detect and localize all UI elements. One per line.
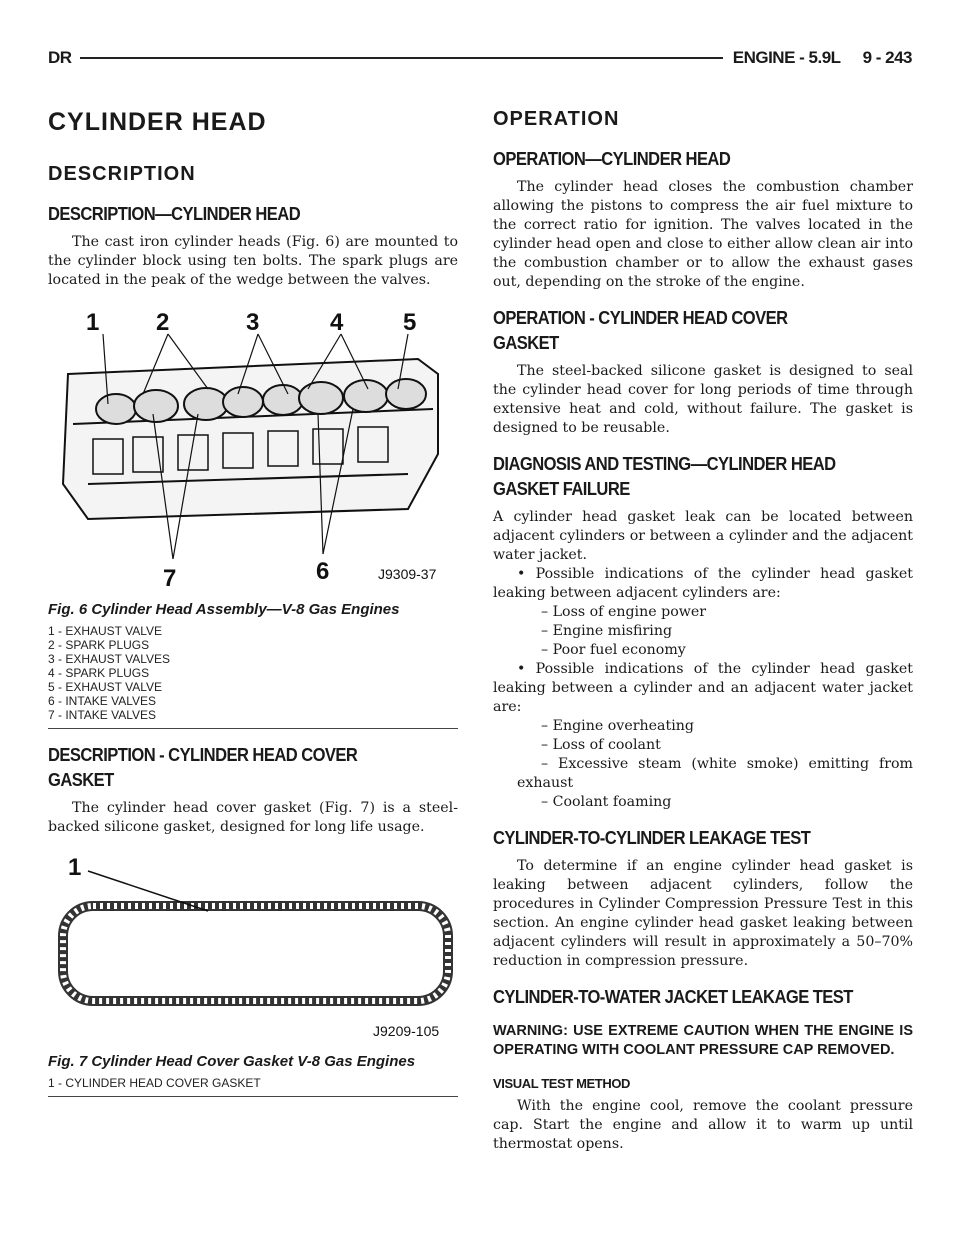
fig7-legend [48, 1076, 458, 1090]
cyl-test-text: To determine if an engine cylinder head gasket is leaking between adjacent cylinders, follow the procedures in Cylinder Compression Pressure Test in this section. An engine cylinder head gasket leaking between adjacent cylinders will result in approximately a 50–70% reduction in compression pressure. [493, 858, 913, 969]
legend-item: 2 - SPARK PLUGS [48, 638, 150, 652]
figure-code: J9309-37 [378, 566, 437, 582]
op-cover-heading-2: GASKET [493, 333, 559, 353]
diag-heading-2: GASKET FAILURE [493, 479, 630, 499]
legend-item: 3 - EXHAUST VALVES [48, 652, 171, 666]
op-cover-text: The steel-backed silicone gasket is designed to seal the cylinder head cover for long periods of time through extensive heat and cold, without failure. The gasket is designed to be reusable. [493, 363, 913, 436]
desc-head-text: The cast iron cylinder heads (Fig. 6) are mounted to the cylinder block using ten bolts. The spark plugs are located in the peak of the wedge between the valves. [48, 234, 458, 288]
callout-1: 1 [86, 309, 100, 336]
sub-item: – Coolant foaming [541, 794, 672, 810]
callout-7: 7 [163, 565, 177, 592]
desc-head-heading: DESCRIPTION—CYLINDER HEAD [48, 204, 301, 224]
diag-heading: DIAGNOSIS AND TESTING—CYLINDER HEAD [493, 454, 836, 474]
header-section: ENGINE - 5.9L [732, 48, 841, 67]
legend-item: 7 - INTAKE VALVES [48, 708, 157, 722]
desc-cover-heading: DESCRIPTION - CYLINDER HEAD COVER [48, 745, 358, 765]
sub-item: – Poor fuel economy [541, 642, 686, 658]
op-head-heading: OPERATION—CYLINDER HEAD [493, 149, 731, 169]
cylinder-head-illustration [48, 304, 458, 594]
sub-item: – Excessive steam (white smoke) emitting from exhaust [517, 756, 913, 791]
legend-item: 1 - EXHAUST VALVE [48, 624, 163, 638]
bullet-item: • Possible indications of the cylinder head gasket leaking between adjacent cylinders are: [493, 566, 913, 601]
figure-divider [48, 1096, 458, 1097]
page-header [48, 46, 912, 70]
diag-intro: A cylinder head gasket leak can be located between adjacent cylinders or between a cylinder and the adjacent water jacket. [493, 509, 913, 563]
left-column [48, 108, 458, 1111]
header-left: DR [48, 48, 72, 67]
figure-6 [48, 304, 458, 599]
description-heading: DESCRIPTION [48, 163, 196, 185]
callout-2: 2 [156, 309, 170, 336]
water-test-heading: CYLINDER-TO-WATER JACKET LEAKAGE TEST [493, 987, 853, 1007]
desc-cover-heading-2: GASKET [48, 770, 114, 790]
warning-text: WARNING: USE EXTREME CAUTION WHEN THE ENGINE IS OPERATING WITH COOLANT PRESSURE CAP REMOVED. [493, 1023, 913, 1058]
bullet-item: • Possible indications of the cylinder head gasket leaking between a cylinder and an adjacent water jacket are: [493, 661, 913, 715]
right-column [493, 108, 913, 1168]
sub-item: – Loss of engine power [541, 604, 707, 620]
header-rule [80, 57, 723, 59]
visual-test-text: With the engine cool, remove the coolant pressure cap. Start the engine and allow it to warm up until thermostat opens. [493, 1098, 913, 1152]
sub-item: – Loss of coolant [541, 737, 661, 753]
callout-3: 3 [246, 309, 260, 336]
sub-item: – Engine misfiring [541, 623, 673, 639]
legend-item: 6 - INTAKE VALVES [48, 694, 157, 708]
fig7-caption: Fig. 7 Cylinder Head Cover Gasket V-8 Gas Engines [48, 1053, 416, 1070]
legend-item: 1 - CYLINDER HEAD COVER GASKET [48, 1076, 261, 1090]
callout-6: 6 [316, 558, 330, 585]
op-head-text: The cylinder head closes the combustion chamber allowing the pistons to compress the air fuel mixture to the correct ratio for ignition. The valves located in the cylinder head open and close to either allow clean air into the combustion chamber or to allow the exhaust gases out, depending on the stroke of the engine. [493, 179, 913, 290]
page-number: 9 - 243 [862, 48, 912, 67]
callout-1: 1 [68, 854, 82, 881]
legend-item: 5 - EXHAUST VALVE [48, 680, 163, 694]
operation-heading: OPERATION [493, 108, 620, 130]
figure-7 [48, 851, 458, 1051]
callout-5: 5 [403, 309, 417, 336]
sub-item: – Engine overheating [541, 718, 694, 734]
cover-gasket-illustration [48, 851, 458, 1046]
visual-test-heading: VISUAL TEST METHOD [493, 1076, 631, 1091]
figure-code: J9209-105 [373, 1023, 440, 1039]
figure-divider [48, 728, 458, 729]
callout-4: 4 [330, 309, 344, 336]
section-title: CYLINDER HEAD [48, 108, 267, 136]
fig6-legend [48, 624, 458, 722]
diag-content [493, 508, 913, 812]
op-cover-heading: OPERATION - CYLINDER HEAD COVER [493, 308, 788, 328]
fig6-caption: Fig. 6 Cylinder Head Assembly—V-8 Gas Engines [48, 601, 400, 618]
cyl-test-heading: CYLINDER-TO-CYLINDER LEAKAGE TEST [493, 828, 811, 848]
desc-cover-text: The cylinder head cover gasket (Fig. 7) is a steel-backed silicone gasket, designed for long life usage. [48, 800, 458, 835]
legend-item: 4 - SPARK PLUGS [48, 666, 150, 680]
